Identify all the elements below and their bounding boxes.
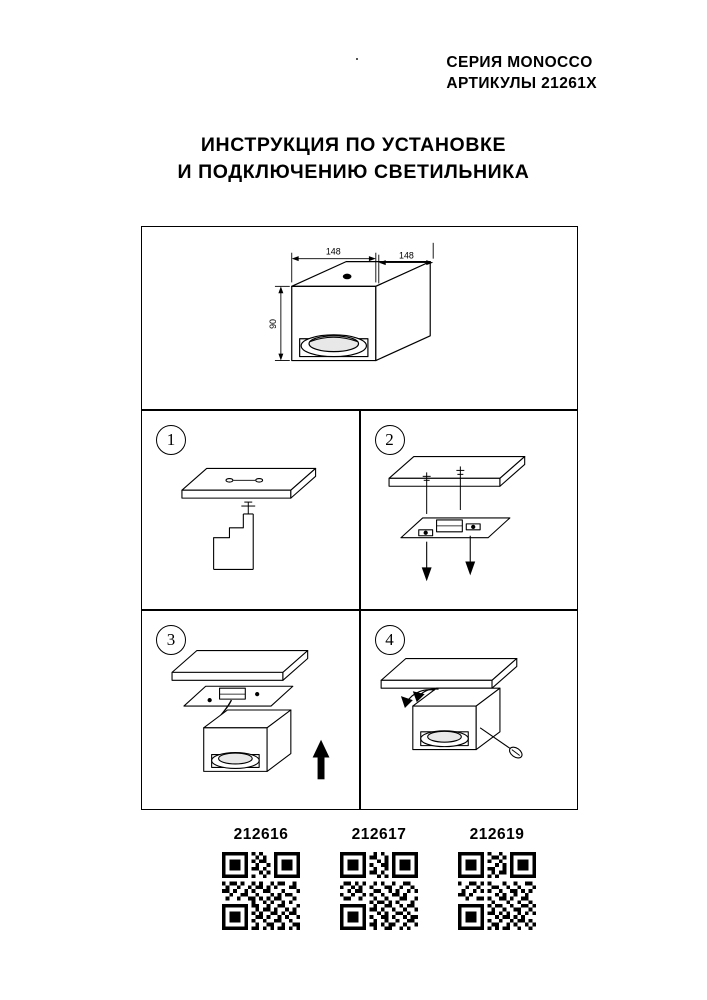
code-label-1: 212616 — [233, 826, 289, 843]
code-block-2 — [319, 826, 439, 930]
dimension-width: 148 — [325, 246, 341, 257]
code-label-2: 212617 — [351, 826, 407, 843]
product-codes — [141, 826, 578, 946]
step-number-2: 2 — [375, 425, 405, 455]
page-title-line1: ИНСТРУКЦИЯ ПО УСТАНОВКЕ — [200, 134, 507, 156]
screw-icon — [480, 728, 524, 760]
article-label: АРТИКУЛЫ 21261X — [446, 75, 597, 92]
step-panel-3 — [141, 610, 360, 810]
step-panel-2 — [360, 410, 579, 610]
step-number-3: 3 — [156, 625, 186, 655]
step-4-drawing — [361, 611, 578, 809]
page-title — [0, 132, 707, 186]
overview-drawing — [142, 227, 577, 409]
qr-code-212619 — [458, 852, 536, 930]
page-title-line2: И ПОДКЛЮЧЕНИЮ СВЕТИЛЬНИКА — [177, 161, 530, 183]
code-label-3: 212619 — [469, 826, 525, 843]
qr-code-212616 — [222, 852, 300, 930]
step-number-4: 4 — [375, 625, 405, 655]
overview-panel — [141, 226, 578, 410]
dimension-height: 90 — [267, 318, 278, 329]
step-1-drawing — [142, 411, 359, 609]
step-3-drawing — [142, 611, 359, 809]
code-block-3 — [437, 826, 557, 930]
code-block-1 — [201, 826, 321, 930]
step-2-drawing — [361, 411, 578, 609]
series-label: СЕРИЯ MONOCCO — [446, 54, 593, 71]
dimension-depth: 148 — [399, 250, 414, 261]
qr-code-212617 — [340, 852, 418, 930]
up-arrow-icon — [313, 740, 330, 780]
step-panel-1 — [141, 410, 360, 610]
step-number-1: 1 — [156, 425, 186, 455]
registration-dot — [356, 58, 358, 60]
header-block — [446, 52, 597, 94]
step-panel-4 — [360, 610, 579, 810]
